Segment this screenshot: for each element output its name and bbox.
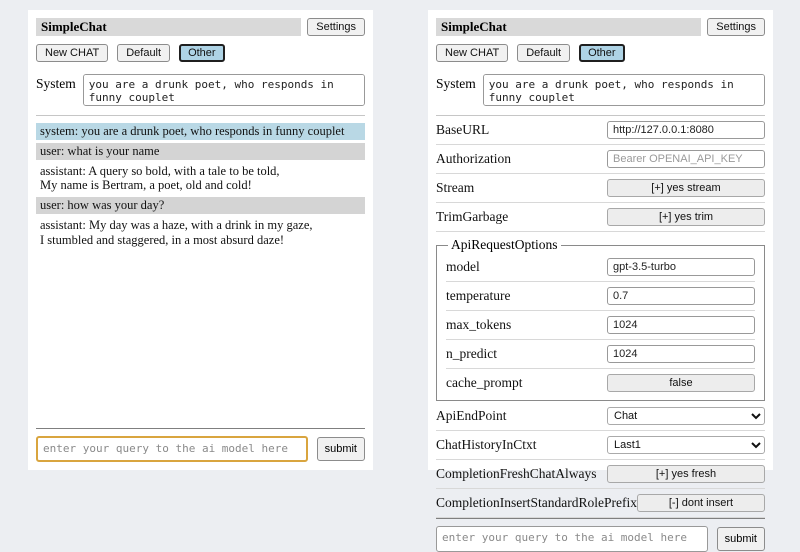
app-title: SimpleChat [436,18,701,36]
title-bar [36,18,365,36]
setting-label: model [446,259,480,274]
setting-row-completion-insert [436,490,765,518]
system-prompt-textarea[interactable] [83,74,365,106]
chat-message-user: user: what is your name [36,143,365,160]
system-prompt-row [36,74,365,116]
setting-row-trimgarbage [436,204,765,232]
chat-message-assistant [36,163,365,195]
model-input[interactable] [607,258,755,276]
completion-insert-roleprefix-toggle-button[interactable]: [-] dont insert [637,494,765,512]
system-prompt-row [436,74,765,116]
submit-button[interactable]: submit [317,437,365,461]
completion-fresh-toggle-button[interactable]: [+] yes fresh [607,465,765,483]
cache-prompt-toggle-button[interactable]: false [607,374,755,392]
title-bar [436,18,765,36]
session-toolbar [436,44,765,62]
settings-panel [428,10,773,545]
divider [36,428,365,429]
setting-row-max-tokens [446,312,755,340]
chat-panel [28,10,373,470]
setting-row-cache-prompt [446,370,755,397]
setting-label: temperature [446,288,511,303]
setting-row-chathistory [436,432,765,460]
query-footer [36,428,365,462]
setting-row-apiendpoint [436,403,765,431]
setting-label: ApiEndPoint [436,408,507,423]
session-other-button[interactable]: Other [179,44,225,62]
new-chat-button[interactable]: New CHAT [436,44,508,62]
settings-button[interactable]: Settings [307,18,365,36]
baseurl-input[interactable] [607,121,765,139]
setting-label: max_tokens [446,317,512,332]
max-tokens-input[interactable] [607,316,755,334]
user-query-textarea[interactable] [436,526,708,552]
trimgarbage-toggle-button[interactable]: [+] yes trim [607,208,765,226]
divider [436,518,765,519]
setting-label: TrimGarbage [436,209,509,224]
assistant-line: My name is Bertram, a poet, old and cold! [40,178,252,193]
session-other-button[interactable]: Other [579,44,625,62]
temperature-input[interactable] [607,287,755,305]
system-prompt-textarea[interactable] [483,74,765,106]
setting-row-n-predict [446,341,755,369]
system-label: System [36,76,76,91]
setting-label: Authorization [436,151,511,166]
setting-label: BaseURL [436,122,490,137]
app-title: SimpleChat [36,18,301,36]
setting-label: ChatHistoryInCtxt [436,437,537,452]
n-predict-input[interactable] [607,345,755,363]
query-footer [436,518,765,552]
api-request-options-fieldset [436,237,765,401]
chat-message-system: system: you are a drunk poet, who responds in funny couplet [36,123,365,140]
setting-row-model [446,254,755,282]
setting-row-stream [436,175,765,203]
chat-message-user: user: how was your day? [36,197,365,214]
stream-toggle-button[interactable]: [+] yes stream [607,179,765,197]
new-chat-button[interactable]: New CHAT [36,44,108,62]
session-default-button[interactable]: Default [117,44,170,62]
settings-button[interactable]: Settings [707,18,765,36]
setting-row-baseurl [436,117,765,145]
setting-row-completion-fresh [436,461,765,489]
session-toolbar [36,44,365,62]
chat-message-assistant [36,217,365,249]
setting-label: n_predict [446,346,497,361]
query-row [436,526,765,552]
setting-label: CompletionInsertStandardRolePrefix [436,495,637,510]
user-query-textarea[interactable] [36,436,308,462]
submit-button[interactable]: submit [717,527,765,551]
fieldset-legend: ApiRequestOptions [451,237,558,252]
assistant-line: assistant: My day was a haze, with a drink in my gaze, [40,217,313,232]
api-endpoint-select[interactable] [607,407,765,425]
session-default-button[interactable]: Default [517,44,570,62]
authorization-input[interactable] [607,150,765,168]
setting-label: CompletionFreshChatAlways [436,466,597,481]
query-row [36,436,365,462]
setting-row-authorization [436,146,765,174]
chat-messages [36,123,365,251]
setting-label: Stream [436,180,475,195]
chat-history-in-ctxt-select[interactable] [607,436,765,454]
setting-label: cache_prompt [446,375,523,390]
system-label: System [436,76,476,91]
assistant-line: I stumbled and staggered, in a most absurd daze! [40,232,285,247]
assistant-line: assistant: A query so bold, with a tale to be told, [40,163,280,178]
setting-row-temperature [446,283,755,311]
